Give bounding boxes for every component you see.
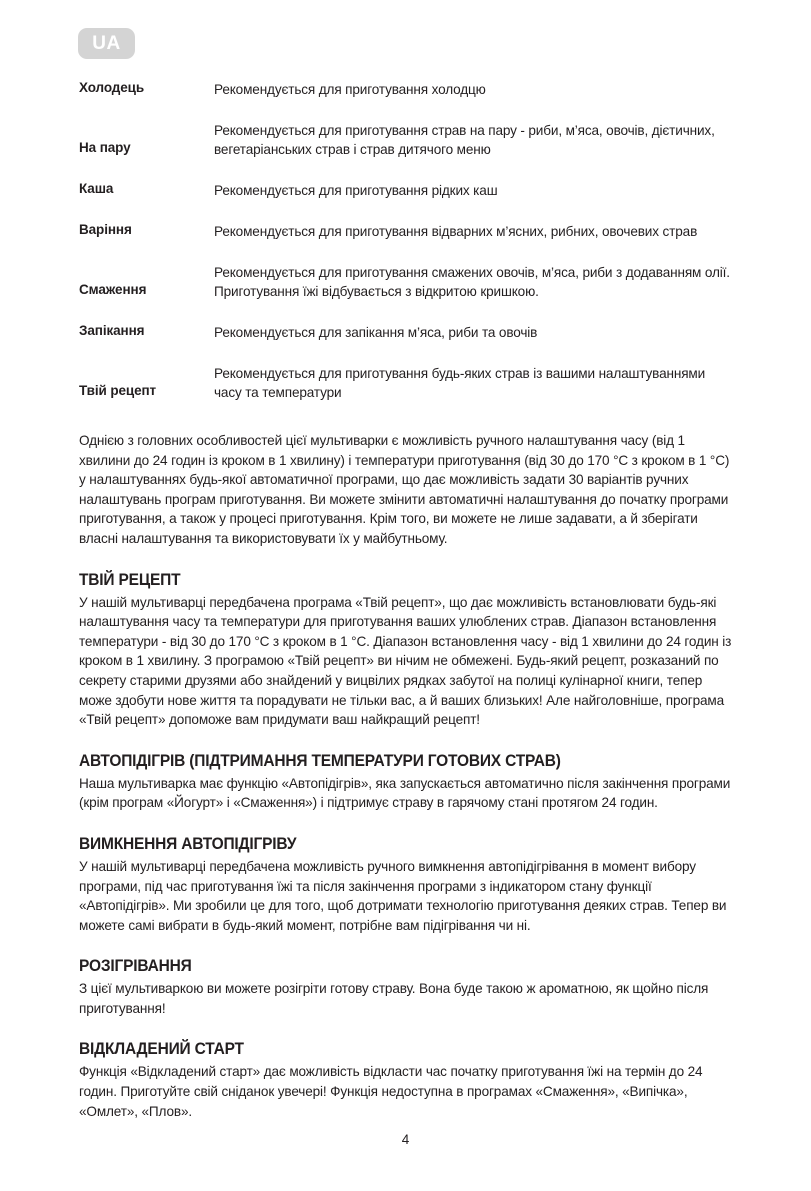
- section-heading: ВИМКНЕННЯ АВТОПІДІГРІВУ: [79, 834, 297, 853]
- program-name-text: Твій рецепт: [79, 383, 157, 398]
- program-description: Рекомендується для приготування рідких каш: [214, 183, 498, 198]
- page-content: [79, 74, 735, 1121]
- section-paragraph: У нашій мультиварці передбачена програма «Твій рецепт», що дає можливість встановлювати будь-які налаштування часу та температури для приготування ваших улюблених страв. Діапазон встановлення температури - від 30 до 170 °C з кроком в 1 °C. Діапазон встановлення часу - від 1 хвилини до 24 годин із кроком в 1 хвилину. З програмою «Твій рецепт» ви нічим не обмежені. Будь-який рецепт, розказаний по секрету старими друзями або знайдений у вицвілих рядках забутої на полиці кулінарної книги, тепер може здобути нове життя та порадувати не тільки вас, а й ваших близьких! Але найголовніше, програма «Твій рецепт» допоможе вам придумати ваш найкращий рецепт!: [79, 594, 732, 728]
- section-heading: РОЗІГРІВАННЯ: [79, 957, 192, 976]
- table-row: [79, 301, 735, 342]
- section-heading: ТВІЙ РЕЦЕПТ: [79, 570, 181, 589]
- page-number: 4: [401, 1132, 410, 1147]
- section-paragraph: Функція «Відкладений старт» дає можливість відкласти час початку приготування їжі на термін до 24 годин. Приготуйте свій сніданок увечері! Функція недоступна в програмах «Смаження», «Випічка», «Омлет», «Плов».: [79, 1064, 703, 1119]
- section-paragraph: У нашій мультиварці передбачена можливість ручного вимкнення автопідігрівання в момент вибору програми, під час приготування їжі та після закінчення програми з індикатором стану функції «Автопідігрів». Ми зробили це для того, щоб дотримати технологію приготування деяких страв. Тепер ви можете самі вибрати в будь-який момент, потрібне вам підігрівання чи ні.: [79, 858, 727, 933]
- table-row: [79, 200, 735, 241]
- program-name: [79, 342, 214, 402]
- section-heading: ВІДКЛАДЕНИЙ СТАРТ: [79, 1040, 244, 1059]
- table-row: [79, 342, 735, 402]
- section-heading: АВТОПІДІГРІВ (ПІДТРИМАННЯ ТЕМПЕРАТУРИ ГОТОВИХ СТРАВ): [79, 751, 561, 770]
- program-name: Каша: [79, 181, 114, 196]
- program-description: Рекомендується для приготування відварних м’ясних, рибних, овочевих страв: [214, 224, 698, 239]
- program-name: [79, 241, 214, 301]
- table-row: [79, 159, 735, 200]
- language-badge: [78, 28, 135, 59]
- program-name: [79, 99, 214, 159]
- section-vidkladenyj-start: [79, 1040, 735, 1121]
- program-description: Рекомендується для приготування смажених овочів, м’яса, риби з додаванням олії. Приготування їжі відбувається з відкритою кришкою.: [214, 265, 730, 299]
- program-name: Запікання: [79, 323, 145, 338]
- program-name: Холодець: [79, 80, 145, 95]
- table-row: [79, 74, 735, 99]
- program-description: Рекомендується для приготування будь-яких страв із вашими налаштуваннями часу та температури: [214, 366, 706, 400]
- section-rozigrivannia: [79, 957, 735, 1018]
- intro-paragraph: Однією з головних особливостей цієї мультиварки є можливість ручного налаштування часу (від 1 хвилини до 24 годин із кроком в 1 хвилину) і температури приготування (від 30 до 170 °C з кроком в 1 °C) у налаштуваннях будь-якої автоматичної програми, що дає можливість задати 30 варіантів ручних налаштувань програм приготування. Ви можете змінити автоматичні налаштування до початку програми приготування, а також у процесі приготування. Крім того, ви можете не лише задавати, а й зберігати власні налаштування та використовувати їх у майбутньому.: [79, 433, 730, 546]
- section-paragraph: З цієї мультиваркою ви можете розігріти готову страву. Вона буде такою ж ароматною, як щойно після приготування!: [79, 981, 709, 1016]
- program-description-table: [79, 74, 735, 402]
- program-description: Рекомендується для приготування страв на пару - риби, м’яса, овочів, дієтичних, вегетаріанських страв і страв дитячого меню: [214, 123, 715, 157]
- program-description: Рекомендується для запікання м’яса, риби та овочів: [214, 325, 538, 340]
- section-vymknennia-avtopidigrivu: [79, 835, 735, 935]
- program-description: Рекомендується для приготування холодцю: [214, 82, 486, 97]
- language-badge-label: UA: [92, 33, 121, 54]
- program-name: Варіння: [79, 222, 132, 237]
- table-row: [79, 241, 735, 301]
- program-name-text: На пару: [79, 140, 131, 155]
- program-name-text: Смаження: [79, 282, 147, 297]
- section-paragraph: Наша мультиварка має функцію «Автопідігрів», яка запускається автоматично після закінчення програми (крім програм «Йогурт» і «Смаження») і підтримує страву в гарячому стані протягом 24 годин.: [79, 775, 731, 811]
- section-avtopidigriv: [79, 752, 735, 813]
- table-row: [79, 99, 735, 159]
- section-tvij-recept: [79, 571, 735, 730]
